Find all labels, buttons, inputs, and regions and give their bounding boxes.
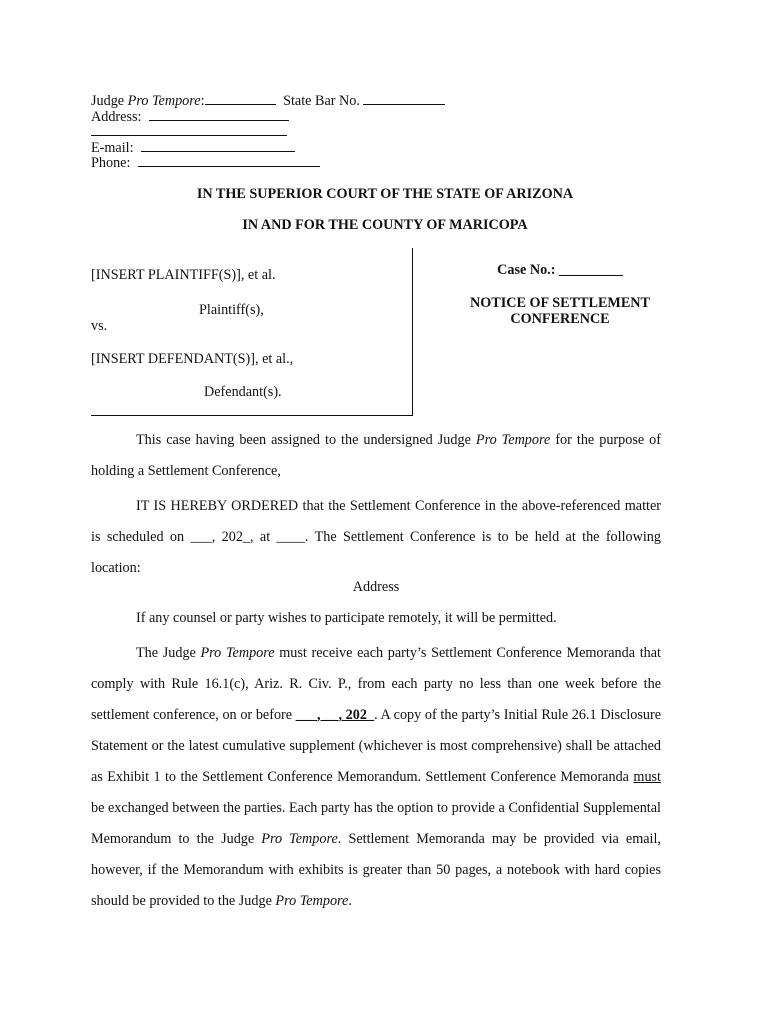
judge-label: Judge <box>91 93 128 109</box>
court-title-line-1: IN THE SUPERIOR COURT OF THE STATE OF ARIZONA <box>196 186 574 202</box>
memoranda-due-date: ___, __, 202_ <box>295 707 375 723</box>
judge-line: Judge Pro Tempore: State Bar No. <box>91 92 445 108</box>
email-line <box>91 139 445 155</box>
plaintiff-role: Plaintiff(s), <box>199 302 264 318</box>
paragraph-assignment: This case having been assigned to the undersigned Judge Pro Tempore for the purpose of holding a Settlement Conference, <box>91 432 661 479</box>
paragraph-remote: If any counsel or party wishes to participate remotely, it will be permitted. <box>136 610 557 626</box>
court-title-line-2: IN AND FOR THE COUNTY OF MARICOPA <box>242 217 528 233</box>
email-blank <box>141 139 295 152</box>
attorney-header <box>91 92 445 170</box>
notice-title-1: NOTICE OF SETTLEMENT <box>469 295 650 311</box>
caption-divider <box>412 248 413 415</box>
email-label: E-mail: <box>91 139 134 156</box>
paragraph-memoranda: The Judge Pro Tempore must receive each party’s Settlement Conference Memoranda that comply with Rule 16.1(c), Ariz. R. Civ. P., from each party no less than one week before the settlement conference, on or before ___, __, 202_. A copy of the party’s Initial Rule 26.1 Disclosure Statement or the latest cumulative supplement (whichever is most comprehensive) shall be attached as Exhibit 1 to the Settlement Conference Memorandum. Settlement Conference Memoranda must be exchanged between the parties. Each party has the option to provide a Confidential Supplemental Memorandum to the Judge Pro Tempore. Settlement Memoranda may be provided via email, however, if the Memorandum with exhibits is greater than 50 pages, a notebook with hard copies should be provided to the Judge Pro Tempore. <box>91 645 661 909</box>
defendant-role: Defendant(s). <box>204 384 282 400</box>
state-bar-blank <box>363 92 445 105</box>
phone-line <box>91 154 445 170</box>
plaintiff-name: [INSERT PLAINTIFF(S)], et al. <box>91 267 276 283</box>
address-blank-1 <box>149 108 289 121</box>
address-line <box>91 108 445 124</box>
location-address: Address <box>352 579 400 595</box>
caption-case-info <box>440 262 680 327</box>
phone-label: Phone: <box>91 155 131 171</box>
phone-blank <box>138 154 320 167</box>
defendant-name: [INSERT DEFENDANT(S)], et al., <box>91 351 294 367</box>
address-label: Address: <box>91 108 142 125</box>
notice-title-2: CONFERENCE <box>510 311 610 327</box>
paragraph-order: IT IS HEREBY ORDERED that the Settlement Conference in the above-referenced matter is scheduled on ___, 202_, at ____. The Settlement Conference is to be held at the following location: <box>91 498 661 576</box>
address-blank-2 <box>91 123 287 136</box>
judge-name-blank <box>205 92 276 105</box>
state-bar-label: State Bar No. <box>283 93 360 109</box>
caption-parties <box>91 250 413 416</box>
address-line-2 <box>91 123 445 139</box>
case-number: Case No.: _________ <box>497 262 623 278</box>
versus: vs. <box>91 318 108 334</box>
order-body <box>91 425 661 917</box>
judge-label-italic: Pro Tempore <box>127 93 201 109</box>
